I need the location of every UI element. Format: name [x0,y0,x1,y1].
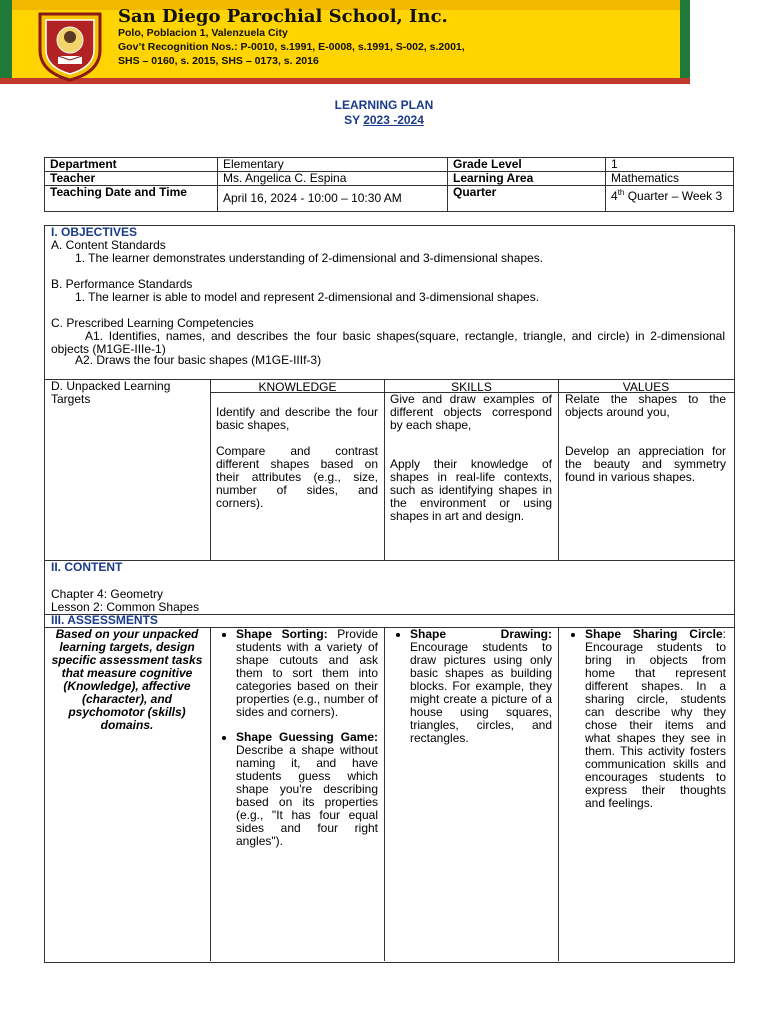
targets-col-line-2 [384,379,385,560]
targets-col-line-3 [558,379,559,560]
doc-title: LEARNING PLAN [334,98,434,112]
targets-label: D. Unpacked Learning Targets [51,379,171,406]
competency-a2: A2. Draws the four basic shapes (M1GE-IIIf-3) [75,353,322,367]
shape-guessing-task [236,731,378,848]
content-standards-label: A. Content Standards [51,238,166,252]
school-seal-icon [34,10,106,82]
skills-assessments [390,628,552,757]
values-target-2: Develop an appreciation for the beauty and symmetry found in various shapes. [565,444,726,484]
quarter-rest: Quarter – Week 3 [624,189,723,203]
grade-value: 1 [606,158,734,172]
knowledge-target-1: Identify and describe the four basic shapes, [216,405,378,432]
shape-guessing-title: Shape Guessing Game: [236,730,378,744]
area-value: Mathematics [606,172,734,186]
shape-guessing-text: Describe a shape without naming it, and have students guess which shape you're describing based on its properties (e.g., "It has four equal sides and four right angles"). [236,743,378,848]
recognition-line-2: SHS – 0160, s. 2015, SHS – 0173, s. 2016 [118,55,319,67]
grade-label: Grade Level [448,158,606,172]
recognition-line-1: Gov’t Recognition Nos.: P-0010, s.1991, E-0008, s.1991, S-002, s.2001, [118,41,465,53]
targets-col-line-1 [210,379,211,560]
performance-standard-item: 1. The learner is able to model and represent 2-dimensional and 3-dimensional shapes. [75,290,540,304]
performance-standards-label: B. Performance Standards [51,277,193,291]
shape-sharing-text: : Encourage students to bring in objects from home that represent different shapes. In a sharing circle, students can describe why they chose their items and what shapes they see in them. This activity fosters communication skills and encourages students to express their thoughts and feelings. [585,627,726,810]
school-year [0,113,768,127]
shape-sharing-task [585,628,726,810]
school-name: San Diego Parochial School, Inc. [118,6,448,27]
skills-header: SKILLS [451,380,492,394]
shape-sorting-title: Shape Sorting: [236,627,328,641]
values-target-1: Relate the shapes to the objects around you, [565,392,726,419]
content-chapter: Chapter 4: Geometry [51,587,164,601]
knowledge-header: KNOWLEDGE [258,380,337,394]
quarter-suffix: th [617,188,625,197]
competency-a1: A1. Identifies, names, and describes the four basic shapes(square, rectangle, triangle, and circle) in 2-dimensional objects (M1GE-IIIe-1) [51,329,725,356]
sy-prefix: SY [344,113,364,127]
skills-target-2: Apply their knowledge of shapes in real-life contexts, such as identifying shapes in the environment or using shapes in art and design. [390,457,552,523]
quarter-label: Quarter [448,186,606,212]
values-header: VALUES [622,380,670,394]
assess-col-line-2 [384,627,385,961]
skills-target-1: Give and draw examples of different objects correspond by each shape, [390,392,552,432]
values-assessments [565,628,726,822]
banner-right-edge [680,0,690,84]
quarter-value [606,186,734,212]
objectives-heading: I. OBJECTIVES [51,225,138,239]
teacher-value: Ms. Angelica C. Espina [218,172,448,186]
date-label: Teaching Date and Time [45,186,218,212]
shape-sorting-task [236,628,378,719]
department-value: Elementary [218,158,448,172]
quarter-number: 4 [611,189,618,203]
shape-sorting-text: Provide students with a variety of shape cutouts and ask them to sort them into categories based on their properties (e.g., number of sides and corners). [236,627,378,719]
assessments-heading: III. ASSESSMENTS [51,613,158,627]
assess-col-line-1 [210,627,211,961]
sy-value: 2023 -2024 [363,113,424,127]
assess-col-line-3 [558,627,559,961]
assessment-instruction: Based on your unpacked learning targets, design specific assessment tasks that measure cognitive (Knowledge), affective (character), and psychomotor (skills) domains. [51,627,203,732]
content-standard-item: 1. The learner demonstrates understanding of 2-dimensional and 3-dimensional shapes. [75,251,544,265]
content-top-line [44,560,735,561]
shape-drawing-task [410,628,552,745]
knowledge-target-2: Compare and contrast different shapes based on their attributes (e.g., size, number of sides, and corners). [216,444,378,510]
area-label: Learning Area [448,172,606,186]
date-value: April 16, 2024 - 10:00 – 10:30 AM [218,186,448,212]
content-lesson: Lesson 2: Common Shapes [51,600,200,614]
shape-sharing-title: Shape Sharing Circle [585,627,723,641]
shape-drawing-text: Encourage students to draw pictures using only basic shapes as building blocks. For example, they might create a picture of a house using squares, triangles, circles, and rectangles. [410,640,552,745]
content-heading: II. CONTENT [51,560,123,574]
info-table [44,157,734,212]
competencies-label: C. Prescribed Learning Competencies [51,316,254,330]
shape-drawing-title: Shape Drawing: [410,627,552,641]
teacher-label: Teacher [45,172,218,186]
banner-left-edge [0,0,12,84]
department-label: Department [45,158,218,172]
knowledge-assessments [216,628,378,860]
school-address: Polo, Poblacion 1, Valenzuela City [118,27,288,39]
